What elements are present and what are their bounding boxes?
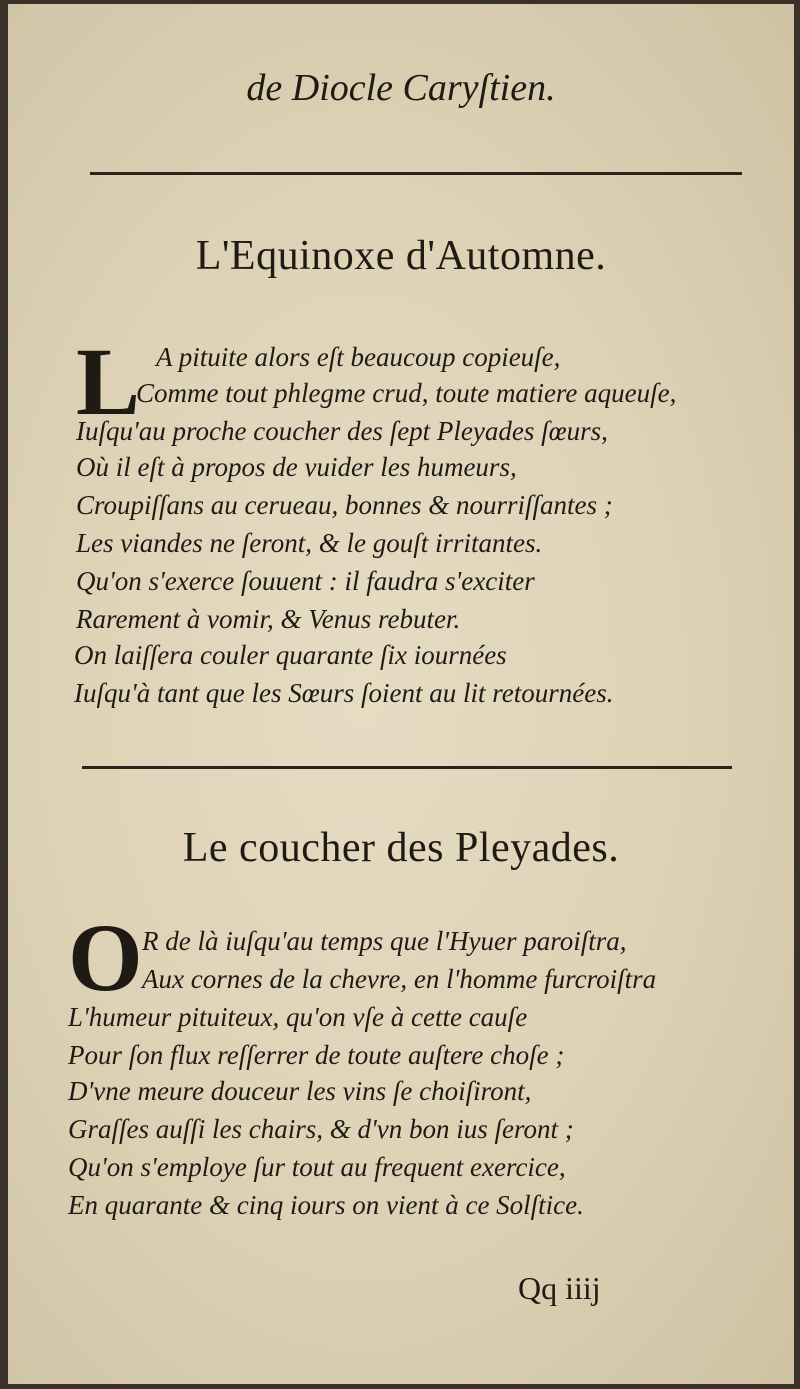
verse-line: Croupiſſans au cerueau, bonnes & nourriſſantes ;	[76, 490, 613, 520]
verse-line: Pour ſon flux reſſerrer de toute auſtere choſe ;	[68, 1040, 565, 1070]
top-rule	[90, 172, 742, 175]
verse-line: Aux cornes de la chevre, en l'homme furcroiſtra	[142, 964, 657, 994]
verse-line: D'vne meure douceur les vins ſe choiſiront,	[68, 1076, 532, 1106]
section-title-equinoxe: L'Equinoxe d'Automne.	[195, 233, 607, 279]
verse-line: Où il eſt à propos de vuider les humeurs,	[76, 452, 517, 482]
verse-line: Qu'on s'exerce ſouuent : il faudra s'exciter	[76, 566, 535, 596]
book-page	[8, 4, 794, 1384]
middle-rule	[82, 766, 732, 769]
drop-cap-o: O	[68, 904, 143, 1011]
verse-line: L'humeur pituiteux, qu'on vſe à cette cauſe	[68, 1002, 528, 1032]
verse-line: Les viandes ne ſeront, & le gouſt irritantes.	[76, 528, 543, 558]
verse-line: R de là iuſqu'au temps que l'Hyuer paroiſtra,	[142, 926, 627, 956]
verse-line: Rarement à vomir, & Venus rebuter.	[76, 604, 461, 634]
verse-line: Qu'on s'employe ſur tout au frequent exercice,	[68, 1152, 566, 1182]
verse-line: Iuſqu'au proche coucher des ſept Pleyades ſœurs,	[76, 416, 608, 446]
verse-line: En quarante & cinq iours on vient à ce Solſtice.	[68, 1190, 584, 1220]
verse-line: Comme tout phlegme crud, toute matiere aqueuſe,	[136, 378, 677, 408]
folio-signature: Qq iiij	[518, 1270, 601, 1306]
verse-line: On laiſſera couler quarante ſix iournées	[74, 640, 507, 670]
section-title-pleyades: Le coucher des Pleyades.	[182, 825, 620, 871]
verse-line: Iuſqu'à tant que les Sœurs ſoient au lit retournées.	[74, 678, 614, 708]
verse-line: A pituite alors eſt beaucoup copieuſe,	[156, 342, 561, 372]
verse-line: Graſſes auſſi les chairs, & d'vn bon ius ſeront ;	[68, 1114, 574, 1144]
drop-cap-l: L	[76, 328, 141, 435]
running-head: de Diocle Caryſtien.	[246, 67, 556, 109]
